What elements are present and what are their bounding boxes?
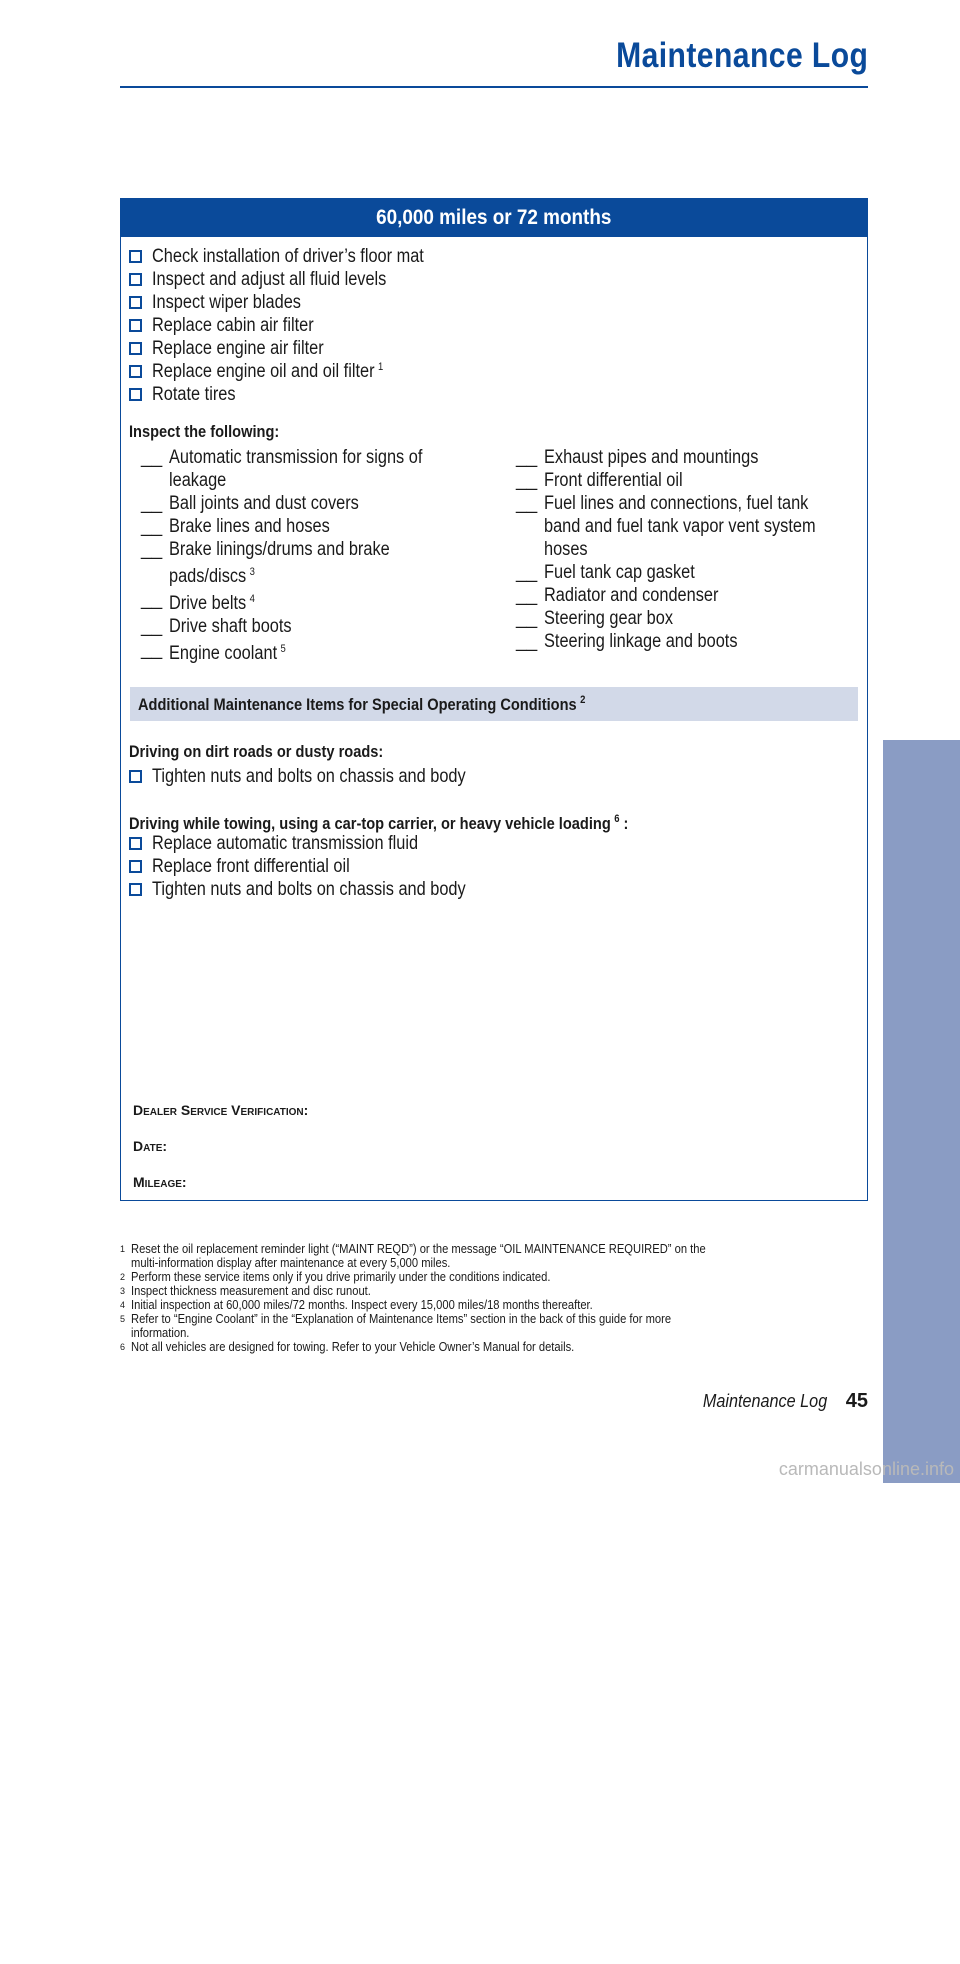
dealer-verification-label: Dealer Service Verification:: [133, 1102, 309, 1118]
additional-items-title: Additional Maintenance Items for Special Operating Conditions $^2$: [138, 693, 586, 714]
dealer-verification: [133, 1102, 308, 1210]
footnote: 4 Initial inspection at 60,000 miles/72 months. Inspect every 15,000 miles/18 months thereafter.: [120, 1297, 593, 1312]
checkbox-icon[interactable]: [129, 860, 142, 873]
inspect-item: __ Steering linkage and boots: [516, 631, 738, 652]
footer-section-label: Maintenance Log: [702, 1391, 827, 1411]
checkbox-icon[interactable]: [129, 388, 142, 401]
inspect-item: __ Front differential oil: [516, 470, 683, 491]
inspect-item: __ Automatic transmission for signs of leakage: [141, 447, 423, 491]
checkbox-icon[interactable]: [129, 342, 142, 355]
date-label: Date:: [133, 1138, 168, 1154]
inspect-item: __ Exhaust pipes and mountings: [516, 447, 759, 468]
inspect-item: __ Brake lines and hoses: [141, 516, 330, 537]
checklist-item: [129, 383, 867, 406]
service-checklist: [129, 245, 867, 406]
interval-title: 60,000 miles or 72 months: [376, 206, 612, 229]
inspect-list: [141, 446, 867, 665]
checklist-item-label: Tighten nuts and bolts on chassis and body: [152, 878, 466, 900]
footnote-ref: 3: [249, 566, 255, 578]
inspect-item: __ Steering gear box: [516, 608, 673, 629]
inspect-item: __ Brake linings/drums and brake pads/discs $^3$: [141, 539, 390, 587]
checklist-item: [129, 878, 867, 901]
towing-checklist: [129, 832, 867, 901]
checkbox-icon[interactable]: [129, 296, 142, 309]
checklist-item: [129, 291, 867, 314]
checklist-item: [129, 245, 867, 268]
footnote-ref: 2: [580, 693, 586, 706]
checklist-item-label: Replace engine air filter: [152, 337, 324, 359]
footnote-ref: 6: [614, 813, 620, 825]
page-number: 45: [845, 1390, 868, 1412]
footnote-ref: 4: [249, 593, 255, 605]
checkbox-icon[interactable]: [129, 837, 142, 850]
checklist-item: [129, 268, 867, 291]
inspect-column-left: [141, 446, 516, 665]
page-title: Maintenance Log: [615, 36, 868, 75]
inspect-item: __ Fuel tank cap gasket: [516, 562, 695, 583]
footnote-ref: 1: [377, 360, 384, 373]
page-footer: [696, 1390, 868, 1413]
towing-heading: Driving while towing, using a car-top carrier, or heavy vehicle loading $^6$ :: [129, 813, 629, 833]
checklist-item-label: Replace engine oil and oil filter $^1$: [152, 360, 384, 382]
footnote: 2 Perform these service items only if you drive primarily under the conditions indicated.: [120, 1269, 551, 1284]
checklist-item: [129, 832, 867, 855]
checklist-item-label: Replace cabin air filter: [152, 314, 314, 336]
footnotes: [120, 1242, 868, 1354]
dirt-roads-checklist: [129, 765, 867, 788]
checklist-item: [129, 765, 867, 788]
watermark: carmanualsonline.info: [778, 1459, 954, 1479]
checklist-item-label: Replace automatic transmission fluid: [152, 832, 419, 854]
inspect-heading: Inspect the following:: [129, 422, 280, 441]
mileage-label: Mileage:: [133, 1174, 187, 1190]
checkbox-icon[interactable]: [129, 770, 142, 783]
section-tab-label: MAINTENANCE: [908, 1735, 936, 1964]
checklist-item: [129, 360, 867, 383]
checkbox-icon[interactable]: [129, 365, 142, 378]
additional-items-band: [130, 687, 858, 721]
checkbox-icon[interactable]: [129, 319, 142, 332]
inspect-item: __ Drive belts $^4$: [141, 589, 255, 614]
checklist-item-label: Replace front differential oil: [152, 855, 350, 877]
checklist-item: [129, 314, 867, 337]
dirt-roads-heading: Driving on dirt roads or dusty roads:: [129, 742, 384, 761]
inspect-item: __ Radiator and condenser: [516, 585, 719, 606]
footnote: 6 Not all vehicles are designed for towing. Refer to your Vehicle Owner’s Manual for details.: [120, 1339, 575, 1354]
footnote: 1 Reset the oil replacement reminder light (“MAINT REQD”) or the message “OIL MAINTENANCE REQUIRED” on the multi-information display after maintenance at every 5,000 miles.: [120, 1241, 706, 1270]
interval-banner: [121, 199, 867, 237]
section-tab: [883, 740, 960, 1964]
inspect-item: __ Ball joints and dust covers: [141, 493, 359, 514]
footnote: 3 Inspect thickness measurement and disc runout.: [120, 1283, 371, 1298]
maintenance-log-box: [120, 198, 868, 1201]
footnote-ref: 5: [280, 643, 286, 655]
footnote: 5 Refer to “Engine Coolant” in the “Explanation of Maintenance Items” section in the back of this guide for more information.: [120, 1311, 672, 1340]
checklist-item-label: Inspect and adjust all fluid levels: [152, 268, 387, 290]
checkbox-icon[interactable]: [129, 883, 142, 896]
inspect-item: __ Engine coolant $^5$: [141, 639, 286, 664]
checklist-item: [129, 855, 867, 878]
checklist-item-label: Tighten nuts and bolts on chassis and body: [152, 765, 466, 787]
inspect-column-right: [516, 446, 856, 665]
checklist-item-label: Rotate tires: [152, 383, 236, 405]
checklist-item-label: Inspect wiper blades: [152, 291, 301, 313]
inspect-item: __ Drive shaft boots: [141, 616, 292, 637]
checkbox-icon[interactable]: [129, 273, 142, 286]
checklist-item-label: Check installation of driver’s floor mat: [152, 245, 424, 267]
checkbox-icon[interactable]: [129, 250, 142, 263]
title-divider: [120, 86, 868, 88]
inspect-item: __ Fuel lines and connections, fuel tank band and fuel tank vapor vent system hoses: [516, 493, 816, 560]
checklist-item: [129, 337, 867, 360]
